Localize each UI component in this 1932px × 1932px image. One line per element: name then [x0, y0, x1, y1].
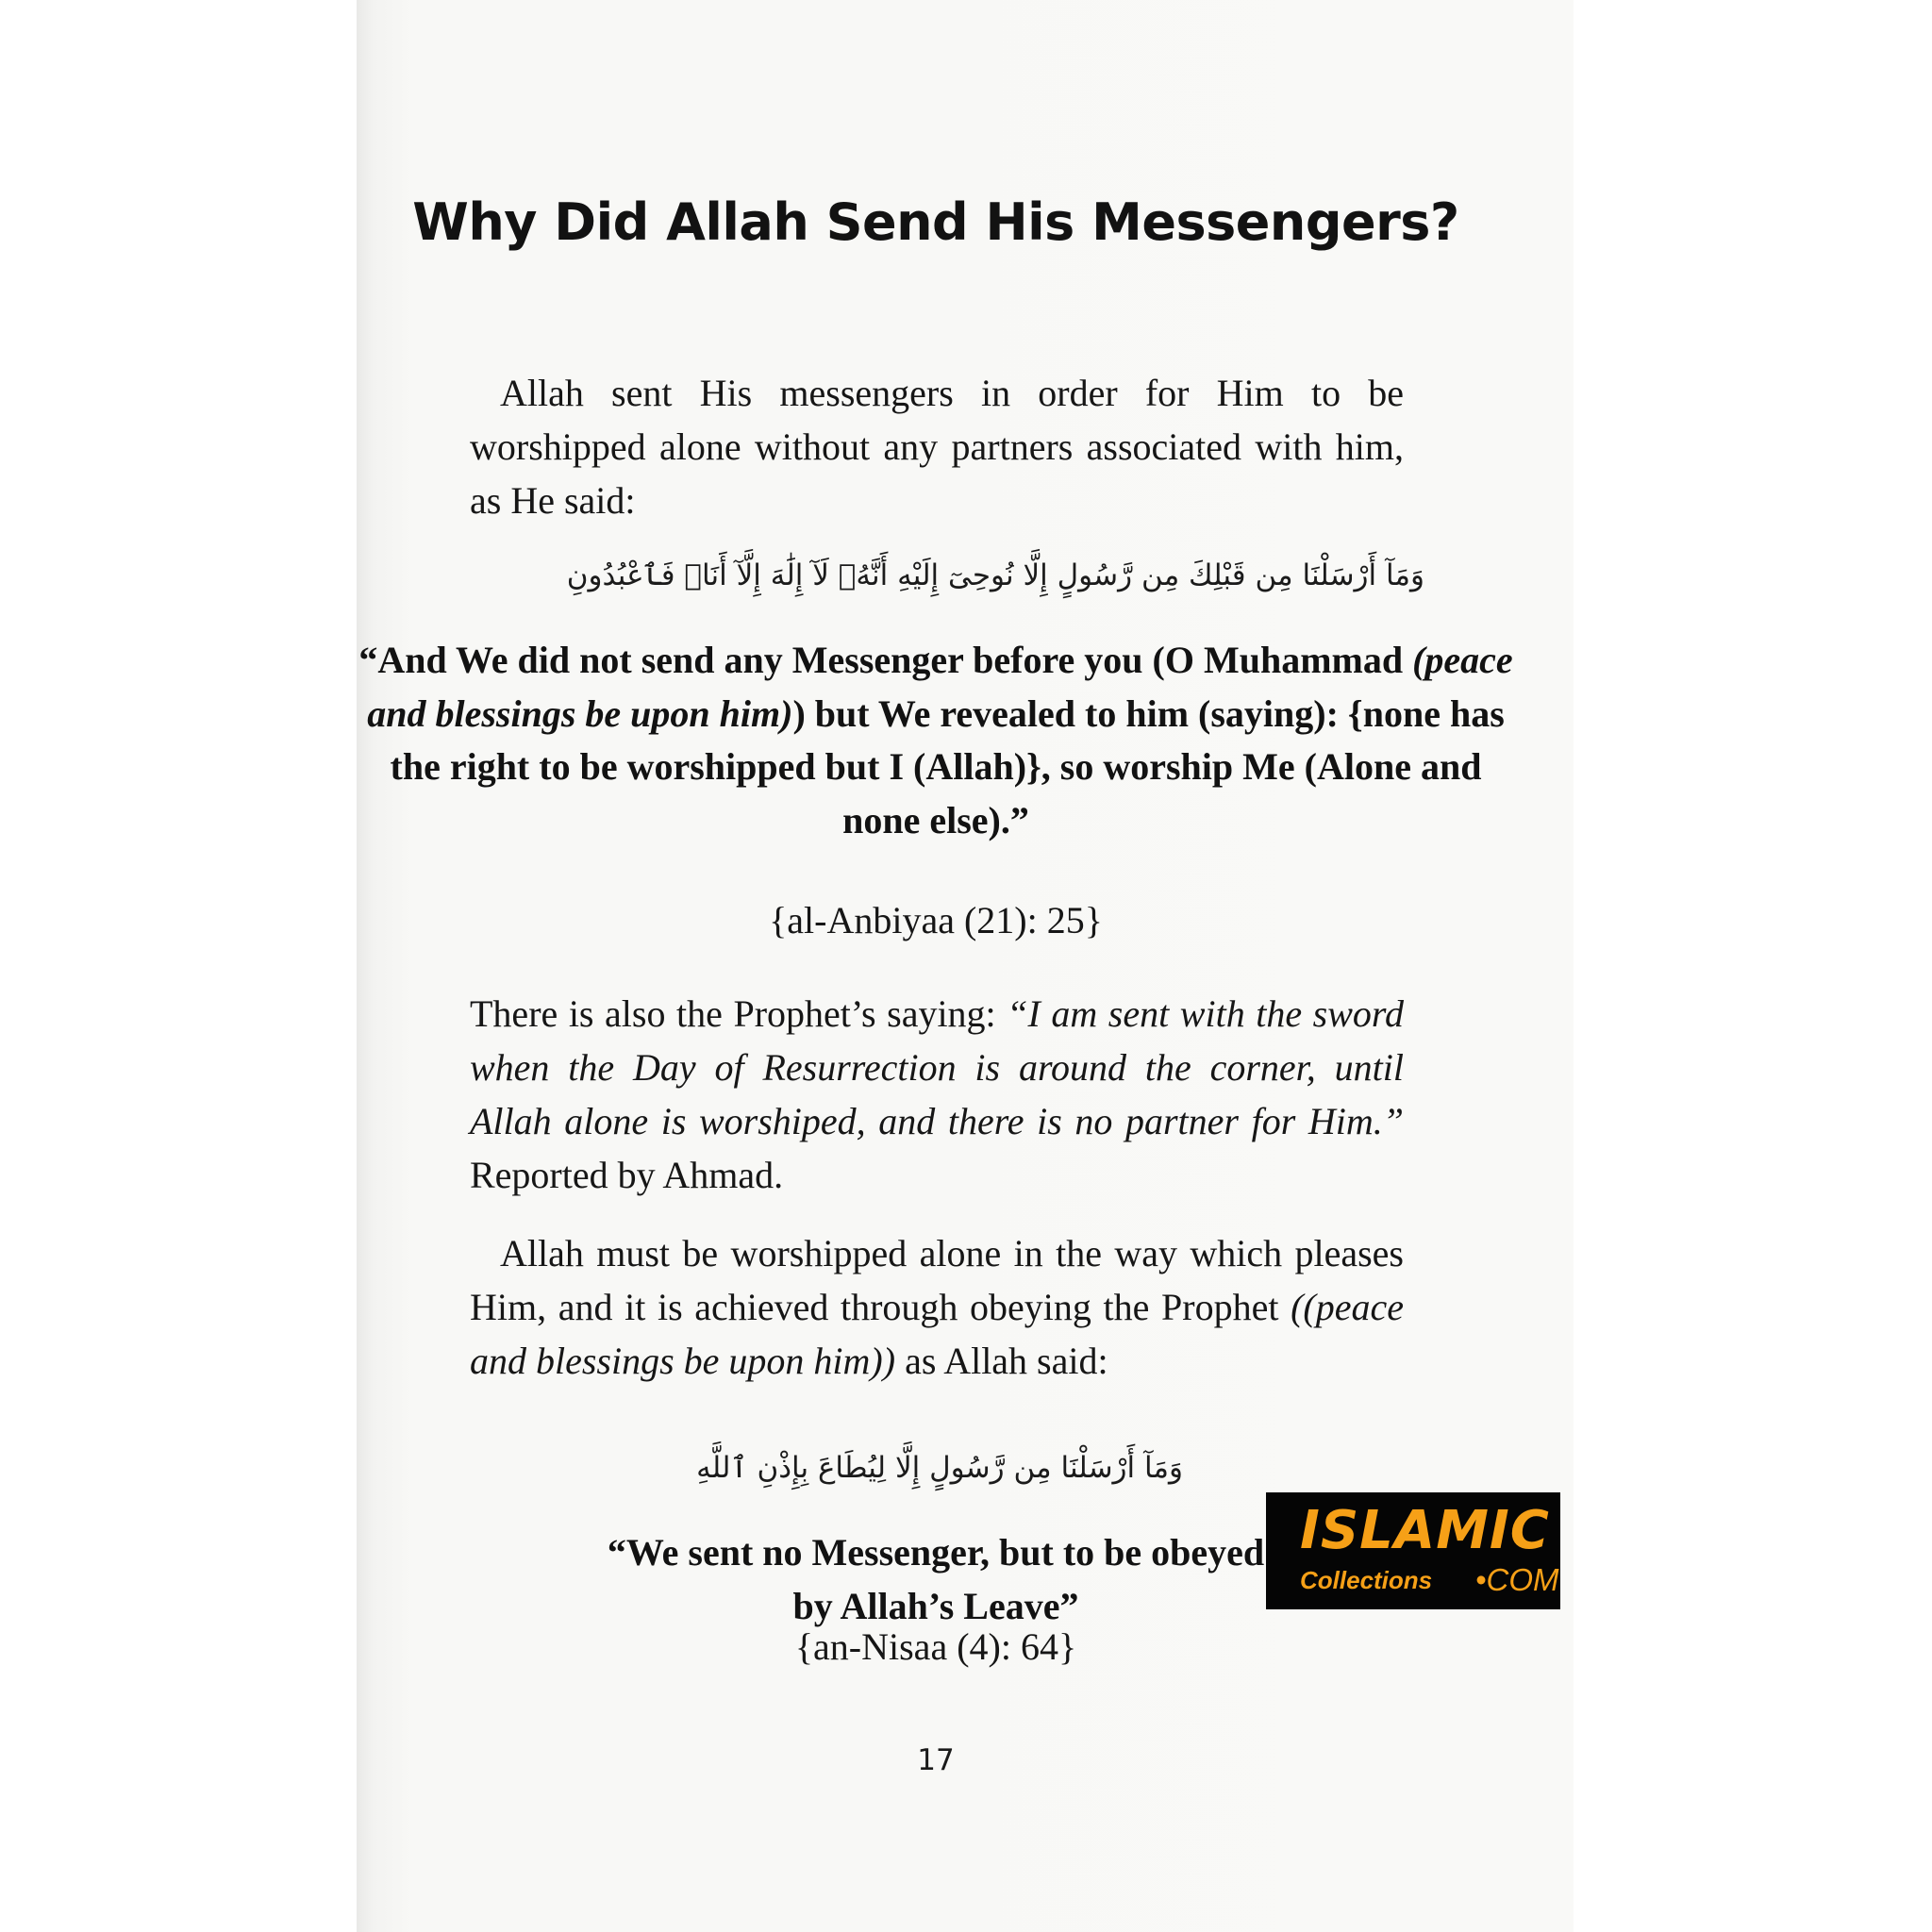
watermark-domain: •COM	[1475, 1562, 1559, 1597]
watermark-title: ISLAMIC	[1300, 1500, 1550, 1561]
verse-translation-anbiyaa	[357, 634, 1515, 847]
quote-line: by Allah’s Leave”	[792, 1584, 1079, 1627]
hadith-source: Reported by Ahmad.	[470, 1154, 784, 1196]
hadith-quote: “I am sent with the sword when the Day of Resurrection is around the corner, until Allah alone is worshiped, and there is no partner for Him.”	[470, 992, 1404, 1142]
watermark-subtitle: Collections	[1300, 1566, 1433, 1594]
hadith-lead: There is also the Prophet’s saying:	[470, 992, 1008, 1035]
verse-reference-anbiyaa: {al-Anbiyaa (21): 25}	[769, 899, 1103, 941]
honorific-text: (peace and blessings be upon him)	[367, 639, 1513, 735]
paragraph-text: Allah must be worshipped alone in the way which pleases Him, and it is achieved through obeying the Prophet	[470, 1232, 1404, 1328]
arabic-verse-anbiyaa: وَمَآ أَرْسَلْنَا مِن قَبْلِكَ مِن رَّسُولٍ إِلَّا نُوحِىٓ إِلَيْهِ أَنَّهُۥ لَآ إِلَٰهَ إِلَّآ أَنَا۠ فَٱعْبُدُونِ	[566, 558, 1424, 592]
book-page	[357, 0, 1574, 1932]
arabic-verse-nisaa: وَمَآ أَرْسَلْنَا مِن رَّسُولٍ إِلَّا لِيُطَاعَ بِإِذْنِ ٱللَّهِ	[696, 1451, 1183, 1485]
obedience-paragraph	[470, 1226, 1404, 1388]
page-title: Why Did Allah Send His Messengers?	[412, 192, 1459, 252]
paragraph-text: as Allah said:	[895, 1340, 1108, 1382]
verse-reference-nisaa: {an-Nisaa (4): 64}	[794, 1625, 1077, 1668]
quote-line: “We sent no Messenger, but to be obeyed	[607, 1531, 1265, 1574]
page-number: 17	[917, 1743, 955, 1777]
quote-text: ) but We revealed to him (saying): {none has the right to be worshipped but I (Allah)}, so worship Me (Alone and none else).”	[390, 691, 1505, 841]
watermark-logo	[1266, 1492, 1560, 1609]
intro-paragraph: Allah sent His messengers in order for Him to be worshipped alone without any partners associated with him, as He said:	[470, 372, 1404, 522]
honorific-text: ((peace and blessings be upon him))	[470, 1286, 1404, 1382]
quote-text: “And We did not send any Messenger before you (O Muhammad	[358, 639, 1413, 681]
hadith-paragraph	[470, 987, 1404, 1202]
page-margin	[1574, 0, 1932, 1932]
